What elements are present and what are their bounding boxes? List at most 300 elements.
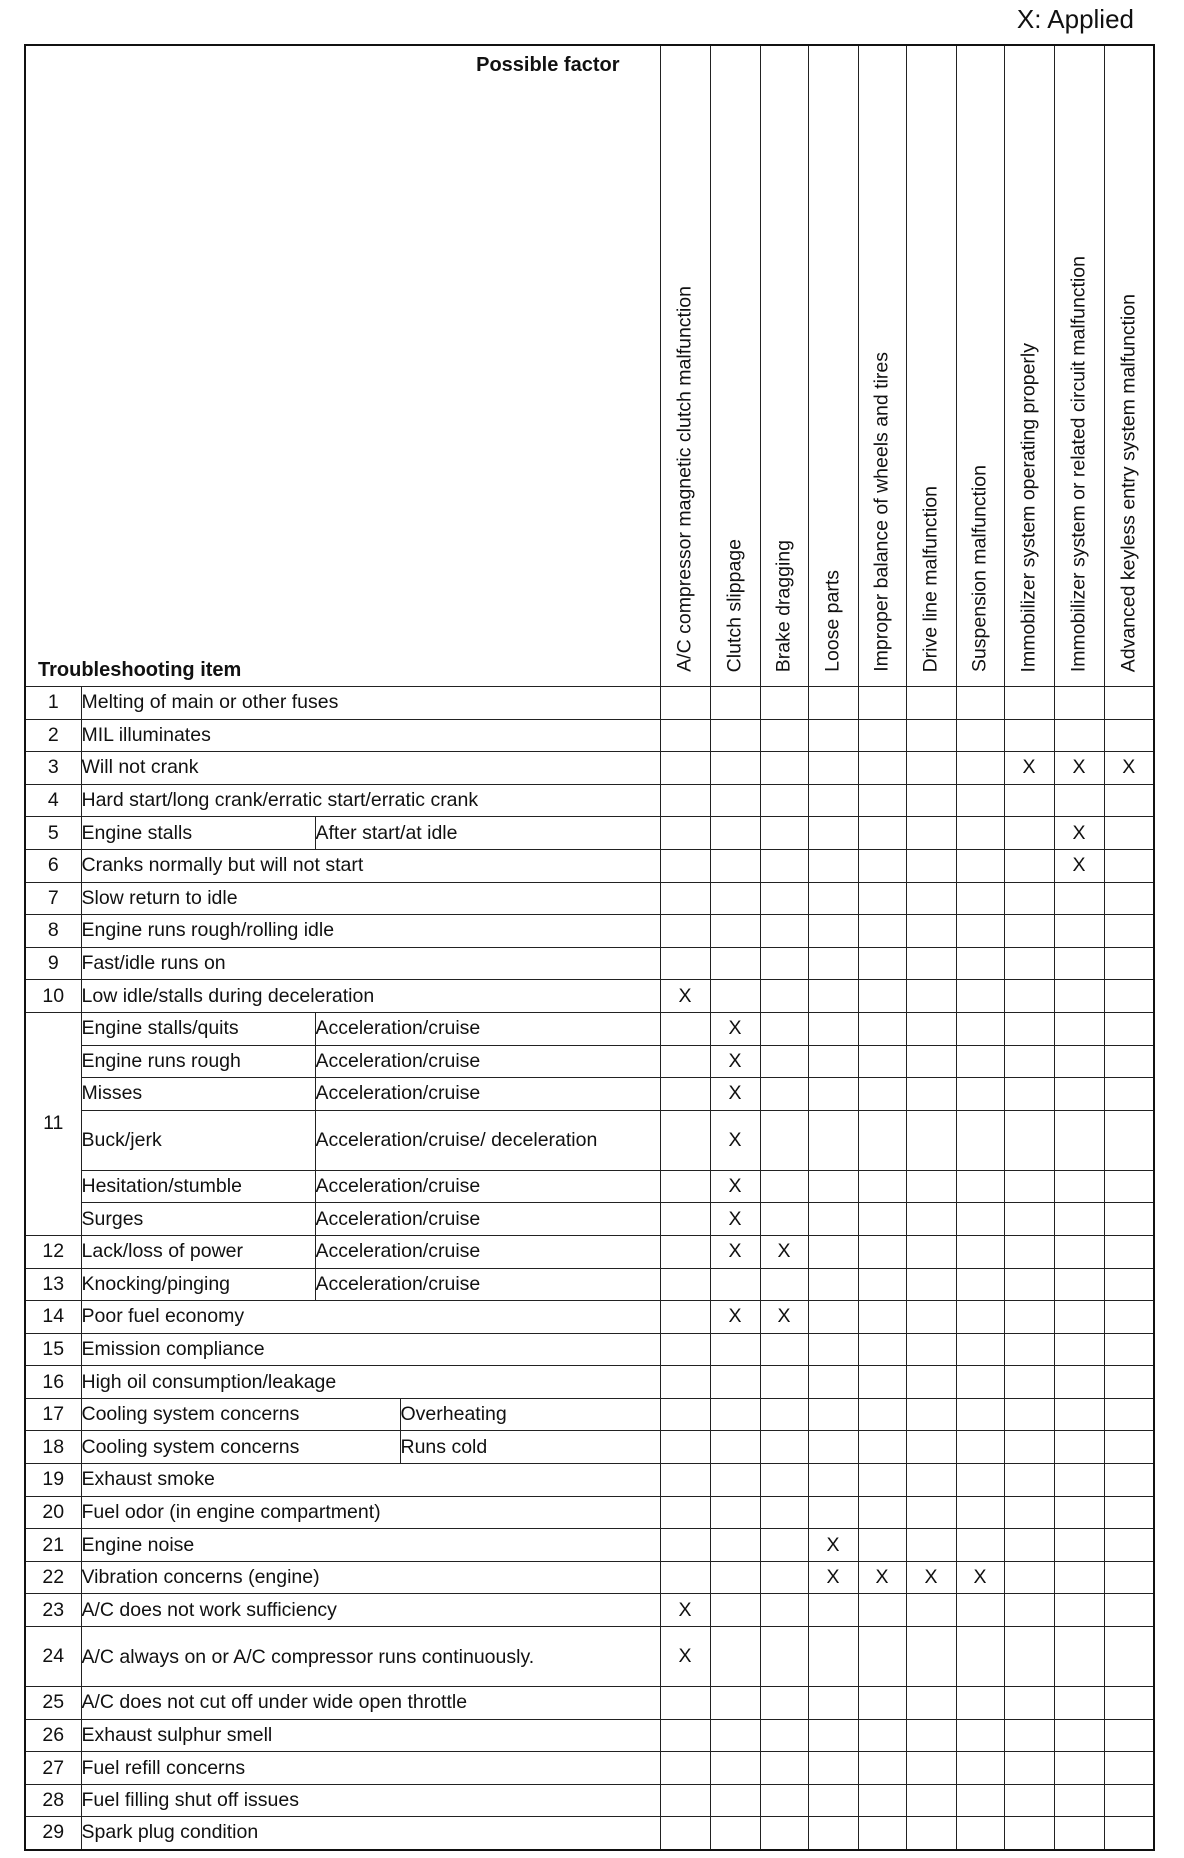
condition: Runs cold [400,1431,660,1464]
factor-cell [906,1235,956,1268]
factor-cell [906,915,956,948]
matrix-body [25,687,1154,1850]
troubleshooting-item: Spark plug condition [81,1817,660,1850]
row-number: 9 [25,947,81,980]
row-number: 12 [25,1235,81,1268]
factor-cell [1004,1431,1054,1464]
factor-cell [710,752,760,785]
row-number: 29 [25,1817,81,1850]
factor-cell [760,1784,808,1817]
factor-cell [660,1496,710,1529]
troubleshooting-item: Fast/idle runs on [81,947,660,980]
factor-cell [710,1627,760,1687]
table-row [25,915,1154,948]
row-number: 22 [25,1561,81,1594]
troubleshooting-item: A/C always on or A/C compressor runs continuously. [81,1627,660,1687]
factor-cell [858,1496,906,1529]
factor-cell [858,719,906,752]
factor-cell [1104,1752,1154,1785]
factor-cell [906,882,956,915]
factor-cell [1054,1268,1104,1301]
factor-cell [1054,849,1104,882]
factor-cell [1104,1012,1154,1045]
factor-label: Brake dragging [772,539,795,672]
row-number: 21 [25,1529,81,1562]
applied-mark: X [728,1207,742,1230]
applied-mark: X [728,1305,742,1328]
factor-cell [710,1078,760,1111]
factor-cell [858,1561,906,1594]
factor-cell [808,1817,858,1850]
factor-cell [1104,1366,1154,1399]
table-row [25,1268,1154,1301]
factor-cell [808,1561,858,1594]
factor-cell [808,752,858,785]
factor-label: Immobilizer system operating properly [1017,342,1040,672]
table-row [25,1752,1154,1785]
factor-cell [1104,915,1154,948]
factor-cell [858,1110,906,1170]
factor-cell [1104,687,1154,720]
factor-cell [710,882,760,915]
condition: Acceleration/cruise [315,1203,660,1236]
table-row [25,1333,1154,1366]
factor-cell [808,1752,858,1785]
applied-mark: X [728,1049,742,1072]
factor-cell [956,1719,1004,1752]
factor-cell [1104,1627,1154,1687]
factor-cell [906,849,956,882]
factor-cell [956,1752,1004,1785]
table-row [25,1045,1154,1078]
factor-cell [1104,1268,1154,1301]
factor-cell [1004,1464,1054,1497]
factor-cell [1104,882,1154,915]
factor-cell [660,1170,710,1203]
factor-cell [906,1045,956,1078]
factor-cell [906,1817,956,1850]
factor-cell [906,1594,956,1627]
factor-header [1004,45,1054,687]
factor-cell [1054,1719,1104,1752]
table-row [25,849,1154,882]
factor-cell [858,1431,906,1464]
factor-cell [956,1561,1004,1594]
factor-label: Advanced keyless entry system malfunction [1117,293,1140,672]
factor-cell [858,1529,906,1562]
condition: Overheating [400,1398,660,1431]
factor-cell [760,687,808,720]
factor-cell [760,1496,808,1529]
factor-cell [1104,1561,1154,1594]
factor-cell [1104,1594,1154,1627]
factor-cell [956,1784,1004,1817]
troubleshooting-item: Engine runs rough/rolling idle [81,915,660,948]
factor-cell [1104,1496,1154,1529]
factor-cell [906,1464,956,1497]
factor-cell [906,1012,956,1045]
factor-cell [760,1398,808,1431]
factor-cell [858,1719,906,1752]
table-row [25,1012,1154,1045]
factor-cell [710,1235,760,1268]
factor-cell [956,1496,1004,1529]
factor-cell [710,1333,760,1366]
factor-cell [710,1203,760,1236]
factor-cell [858,980,906,1013]
factor-cell [858,1398,906,1431]
factor-cell [660,1687,710,1720]
factor-cell [760,1078,808,1111]
table-row [25,947,1154,980]
factor-cell [1054,1784,1104,1817]
applied-mark: X [678,1598,692,1621]
factor-cell [1054,1235,1104,1268]
factor-cell [1004,1817,1054,1850]
factor-cell [660,1366,710,1399]
troubleshooting-item: Vibration concerns (engine) [81,1561,660,1594]
table-row [25,882,1154,915]
factor-header [660,45,710,687]
condition: Acceleration/cruise [315,1268,660,1301]
factor-cell [1004,1687,1054,1720]
table-row [25,1235,1154,1268]
row-number: 3 [25,752,81,785]
factor-cell [710,947,760,980]
factor-cell [808,1627,858,1687]
factor-cell [710,1464,760,1497]
table-row [25,1687,1154,1720]
troubleshooting-item: High oil consumption/leakage [81,1366,660,1399]
table-row [25,719,1154,752]
factor-cell [760,980,808,1013]
factor-cell [760,1687,808,1720]
factor-cell [660,1529,710,1562]
factor-cell [760,817,808,850]
factor-cell [660,1627,710,1687]
factor-cell [660,1012,710,1045]
factor-cell [858,1301,906,1334]
factor-cell [760,1366,808,1399]
factor-cell [1104,1687,1154,1720]
factor-cell [760,1561,808,1594]
table-row [25,752,1154,785]
factor-cell [956,1687,1004,1720]
factor-cell [1004,1784,1054,1817]
factor-cell [956,1398,1004,1431]
table-row [25,1627,1154,1687]
factor-cell [956,1366,1004,1399]
factor-cell [956,784,1004,817]
factor-cell [1054,1817,1104,1850]
factor-cell [808,1012,858,1045]
factor-cell [1054,1110,1104,1170]
factor-cell [858,1366,906,1399]
factor-cell [1104,1398,1154,1431]
applied-mark: X [728,1128,742,1151]
applied-mark: X [826,1566,840,1589]
factor-cell [956,1045,1004,1078]
factor-cell [808,1594,858,1627]
factor-cell [1104,1431,1154,1464]
factor-cell [1054,1561,1104,1594]
factor-cell [808,1496,858,1529]
factor-cell [858,817,906,850]
factor-cell [858,1203,906,1236]
table-row [25,1431,1154,1464]
factor-cell [1004,849,1054,882]
factor-cell [1004,915,1054,948]
factor-cell [660,719,710,752]
table-row [25,1529,1154,1562]
factor-cell [710,1431,760,1464]
applied-mark: X [826,1533,840,1556]
applied-mark: X [1072,756,1086,779]
troubleshooting-item: Fuel refill concerns [81,1752,660,1785]
applied-mark: X [728,1240,742,1263]
factor-cell [660,882,710,915]
row-number: 26 [25,1719,81,1752]
factor-cell [660,687,710,720]
factor-cell [1004,687,1054,720]
factor-cell [858,882,906,915]
factor-cell [1004,1366,1054,1399]
factor-cell [710,1170,760,1203]
factor-cell [956,1529,1004,1562]
factor-cell [858,1078,906,1111]
row-number: 15 [25,1333,81,1366]
factor-cell [1004,1078,1054,1111]
troubleshooting-item: Surges [81,1203,315,1236]
factor-cell [858,1627,906,1687]
factor-cell [710,784,760,817]
factor-cell [1054,1333,1104,1366]
factor-cell [956,1594,1004,1627]
factor-cell [956,1012,1004,1045]
factor-cell [956,1431,1004,1464]
factor-cell [1004,1561,1054,1594]
row-number: 2 [25,719,81,752]
condition: Acceleration/cruise [315,1045,660,1078]
factor-cell [956,915,1004,948]
factor-cell [906,1719,956,1752]
factor-cell [808,1045,858,1078]
factor-cell [760,1464,808,1497]
factor-cell [858,1045,906,1078]
factor-cell [956,752,1004,785]
troubleshooting-item: Melting of main or other fuses [81,687,660,720]
factor-label: Improper balance of wheels and tires [870,352,893,672]
factor-cell [760,1012,808,1045]
factor-cell [660,1719,710,1752]
factor-cell [906,1333,956,1366]
factor-cell [660,1235,710,1268]
header-row [25,45,1154,687]
factor-cell [956,719,1004,752]
factor-cell [808,1301,858,1334]
factor-cell [710,817,760,850]
factor-cell [1004,1398,1054,1431]
factor-cell [858,1687,906,1720]
condition: Acceleration/cruise [315,1012,660,1045]
factor-cell [1004,1012,1054,1045]
factor-cell [808,1366,858,1399]
legend: X: Applied [1016,4,1134,34]
troubleshooting-item: Fuel odor (in engine compartment) [81,1496,660,1529]
factor-cell [1004,1235,1054,1268]
factor-cell [710,1529,760,1562]
applied-mark: X [1122,756,1136,779]
factor-cell [906,784,956,817]
factor-cell [760,1817,808,1850]
factor-cell [660,1431,710,1464]
factor-cell [906,980,956,1013]
factor-cell [1054,752,1104,785]
factor-cell [760,1170,808,1203]
condition: Acceleration/cruise [315,1170,660,1203]
factor-cell [858,947,906,980]
factor-cell [1004,1268,1054,1301]
factor-cell [1104,1784,1154,1817]
factor-cell [858,915,906,948]
factor-label: Suspension malfunction [968,464,991,672]
applied-mark: X [777,1240,791,1263]
factor-cell [760,1431,808,1464]
table-row [25,1464,1154,1497]
factor-header [1104,45,1154,687]
factor-cell [1104,817,1154,850]
factor-cell [660,1752,710,1785]
troubleshooting-item: Cooling system concerns [81,1398,400,1431]
condition: Acceleration/cruise [315,1235,660,1268]
factor-cell [956,1627,1004,1687]
factor-cell [906,1301,956,1334]
factor-cell [1004,1110,1054,1170]
applied-mark: X [1072,854,1086,877]
factor-cell [808,1078,858,1111]
factor-cell [1004,882,1054,915]
factor-cell [1004,1627,1054,1687]
factor-cell [660,1784,710,1817]
table-row [25,687,1154,720]
row-number: 27 [25,1752,81,1785]
factor-cell [858,1235,906,1268]
table-row [25,1561,1154,1594]
factor-cell [1054,1627,1104,1687]
factor-cell [760,947,808,980]
factor-cell [710,1594,760,1627]
factor-cell [906,1398,956,1431]
factor-cell [858,1268,906,1301]
factor-cell [956,1333,1004,1366]
factor-cell [808,1110,858,1170]
factor-cell [1054,687,1104,720]
factor-cell [1054,1366,1104,1399]
factor-cell [760,752,808,785]
factor-cell [710,1752,760,1785]
factor-cell [1104,1301,1154,1334]
factor-cell [760,882,808,915]
factor-cell [956,817,1004,850]
factor-cell [710,687,760,720]
factor-cell [808,1719,858,1752]
table-row [25,1110,1154,1170]
factor-cell [1004,1529,1054,1562]
factor-cell [808,1529,858,1562]
factor-cell [1054,1594,1104,1627]
row-number: 18 [25,1431,81,1464]
factor-cell [1104,980,1154,1013]
factor-cell [906,1687,956,1720]
factor-cell [760,1752,808,1785]
factor-cell [1004,817,1054,850]
factor-header [858,45,906,687]
factor-cell [906,752,956,785]
factor-cell [1054,1170,1104,1203]
table-row [25,1170,1154,1203]
row-number: 6 [25,849,81,882]
factor-cell [808,687,858,720]
factor-cell [956,1078,1004,1111]
table-row [25,1366,1154,1399]
factor-cell [1054,947,1104,980]
factor-cell [760,784,808,817]
factor-cell [1054,1529,1104,1562]
factor-cell [660,1078,710,1111]
factor-cell [760,849,808,882]
factor-cell [808,1268,858,1301]
troubleshooting-item: Engine stalls [81,817,315,850]
factor-cell [1004,1496,1054,1529]
factor-cell [1104,1529,1154,1562]
factor-cell [760,1719,808,1752]
factor-cell [906,817,956,850]
factor-cell [710,1045,760,1078]
factor-cell [956,849,1004,882]
factor-cell [760,1627,808,1687]
factor-cell [660,1817,710,1850]
factor-cell [808,1687,858,1720]
troubleshooting-matrix [24,44,1155,1851]
possible-factor-label: Possible factor [476,54,620,76]
factor-cell [906,1561,956,1594]
factor-cell [1004,1752,1054,1785]
factor-cell [710,1110,760,1170]
factor-cell [710,1366,760,1399]
factor-cell [760,1235,808,1268]
troubleshooting-item: Engine stalls/quits [81,1012,315,1045]
table-row [25,1719,1154,1752]
factor-cell [956,1464,1004,1497]
factor-cell [906,1431,956,1464]
row-number: 14 [25,1301,81,1334]
factor-cell [1054,1012,1104,1045]
factor-cell [1004,1045,1054,1078]
factor-cell [1104,947,1154,980]
factor-cell [858,784,906,817]
factor-cell [858,752,906,785]
factor-cell [760,1529,808,1562]
troubleshooting-item: Buck/jerk [81,1110,315,1170]
factor-cell [1054,1496,1104,1529]
factor-cell [1054,784,1104,817]
factor-cell [760,1203,808,1236]
factor-cell [858,1012,906,1045]
factor-cell [1004,947,1054,980]
factor-cell [808,1431,858,1464]
factor-cell [1104,784,1154,817]
troubleshooting-item: Fuel filling shut off issues [81,1784,660,1817]
